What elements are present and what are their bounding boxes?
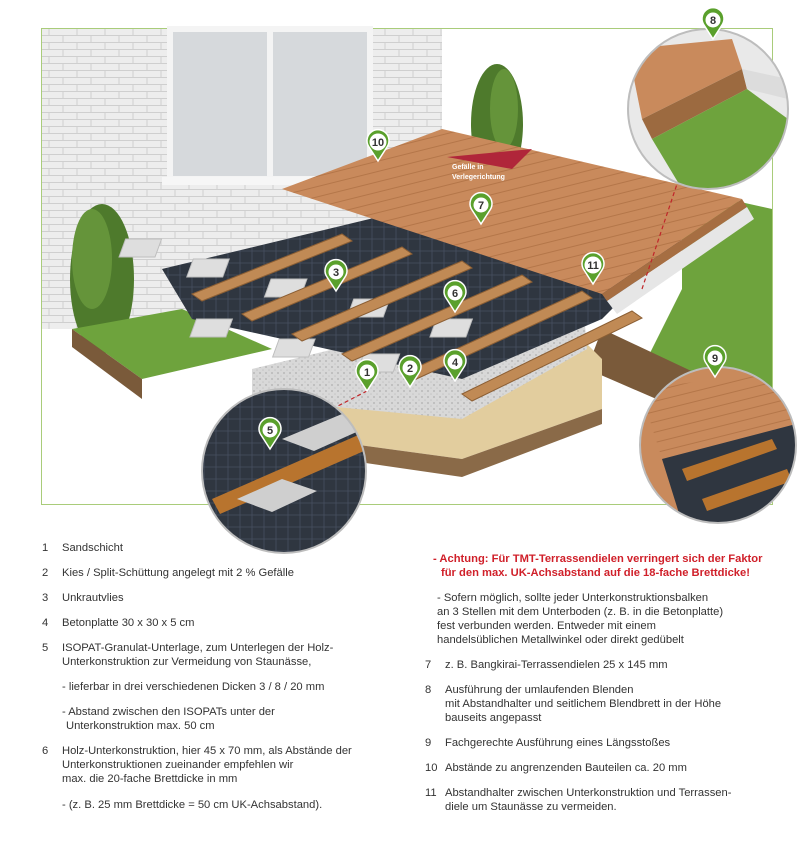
legend-item-6: 6 Holz-Unterkonstruktion, hier 45 x 70 mm, als Abstände der Unterkonstruktionen zueinander empfehlen wir max. die 20-fache Brettdicke in mm <box>42 745 352 786</box>
svg-text:3: 3 <box>332 267 340 279</box>
legend-item-11: 11 Abstandhalter zwischen Unterkonstruktion und Terrassen- diele um Staunässe zu vermeiden. <box>425 787 732 814</box>
legend-item-7: 7 z. B. Bangkirai-Terrassendielen 25 x 145 mm <box>425 659 668 672</box>
svg-text:10: 10 <box>371 137 385 149</box>
legend-item-6-sub: - (z. B. 25 mm Brettdicke = 50 cm UK-Achsabstand). <box>62 798 323 811</box>
legend-item-4: 4 Betonplatte 30 x 30 x 5 cm <box>42 617 195 629</box>
legend-alert: - Achtung: Für TMT-Terrassendielen verringert sich der Faktor für den max. UK-Achsabstand auf die 18-fache Brettdicke! <box>433 553 763 580</box>
legend-item-5-sub-1: - lieferbar in drei verschiedenen Dicken 3 / 8 / 20 mm <box>62 681 325 694</box>
svg-text:5: 5 <box>266 425 274 437</box>
svg-text:9: 9 <box>711 353 719 365</box>
legend-item-3: 3 Unkrautvlies <box>42 592 124 604</box>
construction-illustration <box>42 15 772 504</box>
slope-label-line2: Verlegerichtung <box>452 174 505 181</box>
svg-text:11: 11 <box>587 260 599 272</box>
svg-text:1: 1 <box>363 367 371 379</box>
legend-item-8: 8 Ausführung der umlaufenden Blenden mit Abstandhalter und seitlichem Blendbrett in der Höhe bauseits angepasst <box>425 684 722 725</box>
legend-item-2: 2 Kies / Split-Schüttung angelegt mit 2 % Gefälle <box>42 567 294 579</box>
legend-item-10: 10 Abstände zu angrenzenden Bauteilen ca. 20 mm <box>425 762 687 775</box>
legend-item-5: 5 ISOPAT-Granulat-Unterlage, zum Unterlegen der Holz- Unterkonstruktion zur Vermeidung von Staunässe, <box>42 642 334 668</box>
legend-item-9: 9 Fachgerechte Ausführung eines Längsstoßes <box>425 737 671 750</box>
terrace-construction-figure <box>41 15 773 505</box>
legend-left <box>42 541 402 823</box>
svg-text:4: 4 <box>451 357 459 369</box>
detail-circle-8 <box>628 29 788 189</box>
svg-text:7: 7 <box>477 200 485 212</box>
legend-right <box>425 541 785 814</box>
detail-circle-9 <box>640 367 796 523</box>
svg-text:8: 8 <box>709 15 717 27</box>
legend-note-fixing: - Sofern möglich, sollte jeder Unterkonstruktionsbalken an 3 Stellen mit dem Unterboden (z. B. in die Betonplatte) fest verbunden werden. Entweder mit einem handelsüblichen Metallwinkel oder direkt gedübelt <box>437 592 724 647</box>
slope-label-line1: Gefälle in <box>452 164 484 171</box>
svg-text:2: 2 <box>406 363 414 375</box>
legend-item-1: 1 Sandschicht <box>42 542 123 554</box>
svg-text:6: 6 <box>451 288 459 300</box>
legend-item-5-sub-2: - Abstand zwischen den ISOPATs unter der Unterkonstruktion max. 50 cm <box>62 706 275 733</box>
